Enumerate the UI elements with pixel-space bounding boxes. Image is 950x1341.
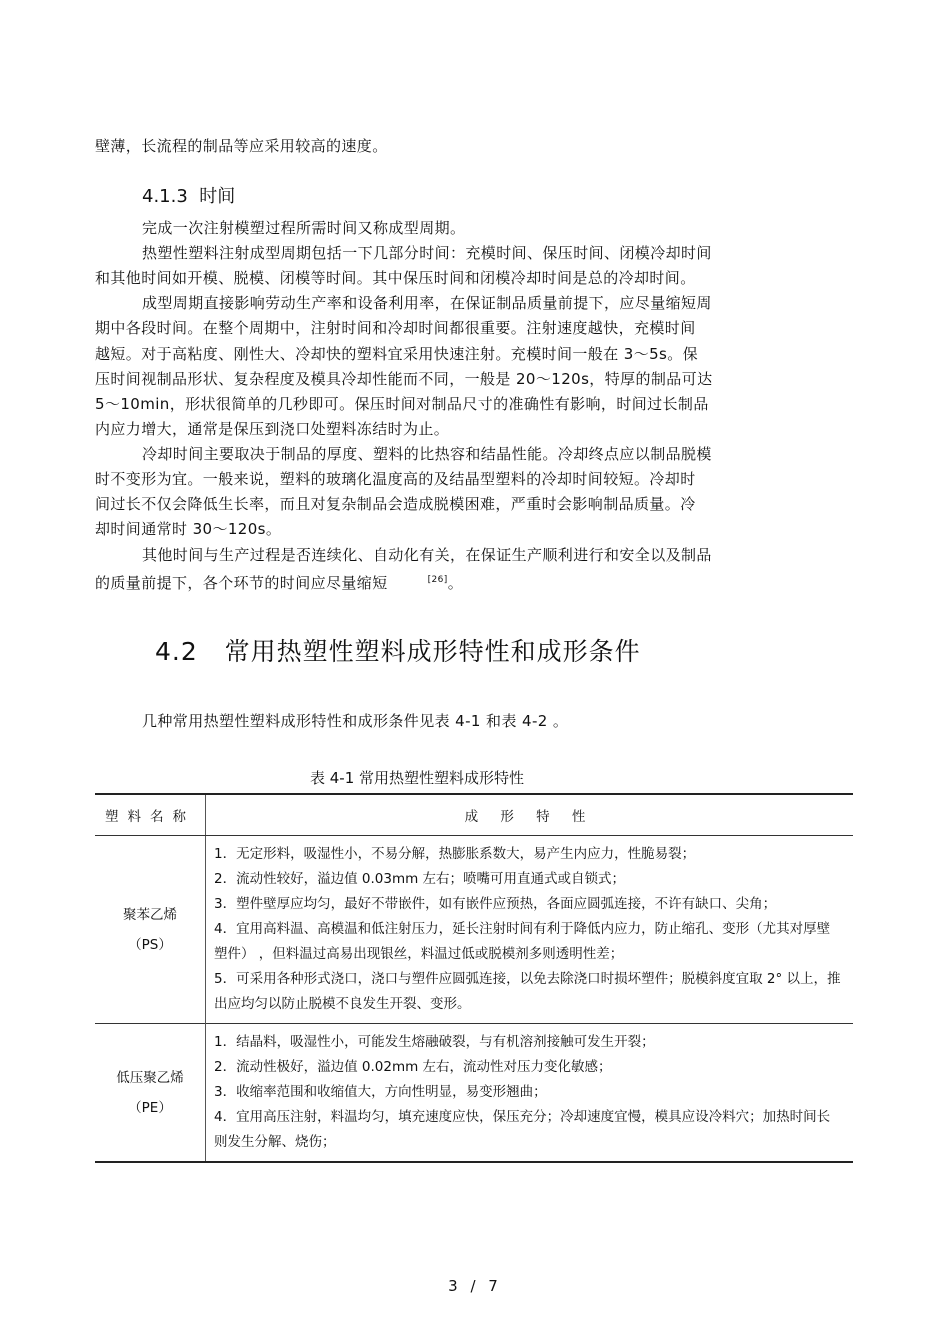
paragraph-end: 。 <box>447 574 464 592</box>
plastic-name-cell <box>95 836 206 1024</box>
property-item: 5．可采用各种形式浇口，浇口与塑件应圆弧连接，以免去除浇口时损坏塑件；脱模斜度宜取 2° 以上，推出应均匀以防止脱模不良发生开裂、变形。 <box>214 971 841 1012</box>
section-number: 4.1.3 <box>142 186 188 207</box>
paragraph-line: 和其他时间如开模、脱模、闭模等时间。其中保压时间和闭模冷却时间是总的冷却时间。 <box>95 269 696 287</box>
header-plastic-name: 塑料名称 <box>95 794 206 836</box>
paragraph-line: 热塑性塑料注射成型周期包括一下几部分时间：充模时间、保压时间、闭模冷却时间 <box>142 244 712 262</box>
plastic-name: 低压聚乙烯 <box>116 1069 184 1086</box>
paragraph-line: 冷却时间主要取决于制品的厚度、塑料的比热容和结晶性能。冷却终点应以制品脱模 <box>142 445 712 463</box>
property-item: 2．流动性较好，溢边值 0.03mm 左右；喷嘴可用直通式或自锁式； <box>214 871 626 887</box>
section-title: 时间 <box>199 186 236 207</box>
page-number: 3 / 7 <box>448 1277 502 1295</box>
properties-table <box>95 793 853 1163</box>
property-item: 1．无定形料，吸湿性小，不易分解，热膨胀系数大，易产生内应力，性脆易裂； <box>214 846 696 862</box>
property-item: 3．收缩率范围和收缩值大，方向性明显，易变形翘曲； <box>214 1084 547 1100</box>
paragraph-line-last <box>95 570 463 593</box>
property-item: 2．流动性极好，溢边值 0.02mm 左右，流动性对压力变化敏感； <box>214 1059 612 1075</box>
plastic-name: 聚苯乙烯 <box>123 906 177 923</box>
properties-cell <box>206 836 854 1024</box>
section-4-2-heading <box>155 632 641 668</box>
table-header-row <box>95 794 853 836</box>
paragraph-line: 5～10min，形状很简单的几秒即可。保压时间对制品尺寸的准确性有影响，时间过长制品 <box>95 395 709 413</box>
property-item: 1．结晶料，吸湿性小，可能发生熔融破裂，与有机溶剂接触可发生开裂； <box>214 1034 655 1050</box>
paragraph-text: 的质量前提下，各个环节的时间应尽量缩短 <box>95 574 388 592</box>
paragraph-line: 内应力增大，通常是保压到浇口处塑料冻结时为止。 <box>95 420 450 438</box>
paragraph-line: 却时间通常时 30～120s。 <box>95 520 282 538</box>
paragraph-line: 间过长不仅会降低生长率，而且对复杂制品会造成脱模困难，严重时会影响制品质量。冷 <box>95 495 696 513</box>
property-item: 4．宜用高料温、高模温和低注射压力，延长注射时间有利于降低内应力，防止缩孔、变形（尤其对厚壁塑件） ，但料温过高易出现银丝，料温过低或脱模剂多则透明性差； <box>214 921 831 962</box>
plastic-abbr: （PE） <box>128 1099 172 1116</box>
section-number: 4.2 <box>155 637 198 666</box>
paragraph-line: 完成一次注射模塑过程所需时间又称成型周期。 <box>142 219 466 237</box>
section-intro: 几种常用热塑性塑料成形特性和成形条件见表 4-1 和表 4-2 。 <box>142 712 569 730</box>
paragraph-line: 成型周期直接影响劳动生产率和设备利用率，在保证制品质量前提下，应尽量缩短周 <box>142 294 712 312</box>
table-caption: 表 4-1 常用热塑性塑料成形特性 <box>310 769 525 787</box>
paragraph-line: 期中各段时间。在整个周期中，注射时间和冷却时间都很重要。注射速度越快，充模时间 <box>95 319 696 337</box>
paragraph-line: 时不变形为宜。一般来说，塑料的玻璃化温度高的及结晶型塑料的冷却时间较短。冷却时 <box>95 470 696 488</box>
paragraph-line: 压时间视制品形状、复杂程度及模具冷却性能而不同，一般是 20～120s，特厚的制品可达 <box>95 370 713 388</box>
paragraph-line: 其他时间与生产过程是否连续化、自动化有关，在保证生产顺利进行和安全以及制品 <box>142 546 712 564</box>
citation-ref: [26] <box>427 575 448 585</box>
plastic-name-cell <box>95 1024 206 1163</box>
top-line: 壁薄，长流程的制品等应采用较高的速度。 <box>95 137 388 155</box>
property-item: 3．塑件壁厚应均匀，最好不带嵌件，如有嵌件应预热，各面应圆弧连接，不许有缺口、尖角； <box>214 896 777 912</box>
paragraph-line: 越短。对于高粘度、刚性大、冷却快的塑料宜采用快速注射。充模时间一般在 3～5s。保 <box>95 345 699 363</box>
section-4-1-3-heading <box>142 182 235 208</box>
properties-cell <box>206 1024 854 1163</box>
section-title: 常用热塑性塑料成形特性和成形条件 <box>224 637 641 666</box>
plastic-abbr: （PS） <box>128 936 172 953</box>
header-molding-properties: 成 形 特 性 <box>206 794 854 836</box>
property-item: 4．宜用高压注射，料温均匀，填充速度应快，保压充分；冷却速度宜慢，模具应设冷料穴；加热时间长则发生分解、烧伤； <box>214 1109 831 1150</box>
table-row <box>95 1024 853 1163</box>
table-row <box>95 836 853 1024</box>
